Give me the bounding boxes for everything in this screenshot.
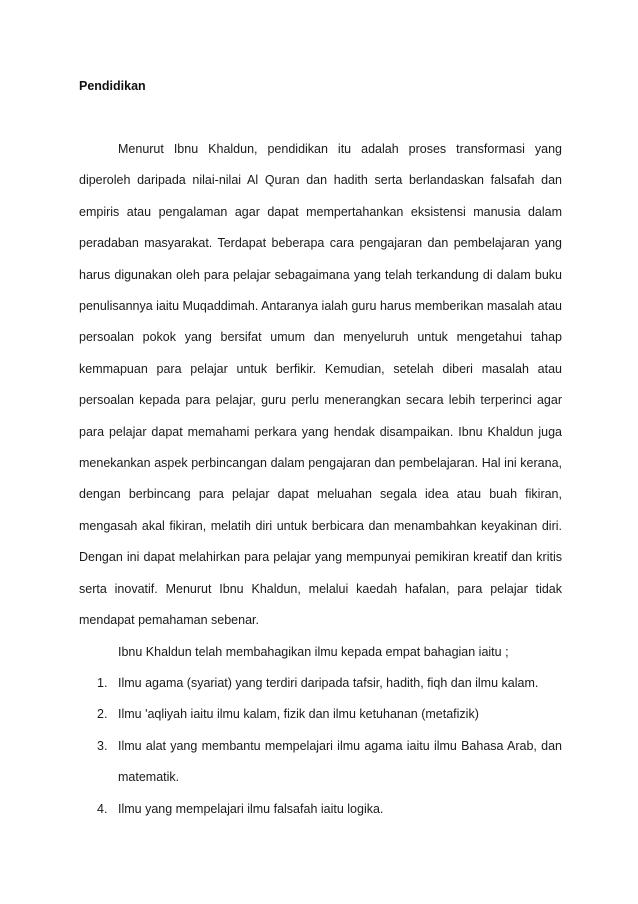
document-body	[79, 134, 562, 825]
list-item-text: Ilmu alat yang membantu mempelajari ilmu agama iaitu ilmu Bahasa Arab, dan matematik.	[118, 738, 562, 785]
list-item	[79, 668, 562, 699]
list-item	[79, 731, 562, 794]
list-item-number: 3.	[97, 738, 108, 753]
list-item	[79, 699, 562, 730]
list-item	[79, 794, 562, 825]
paragraph-2: Ibnu Khaldun telah membahagikan ilmu kepada empat bahagian iaitu ;	[118, 644, 509, 659]
paragraph-1: Menurut Ibnu Khaldun, pendidikan itu adalah proses transformasi yang diperoleh daripada nilai-nilai Al Quran dan hadith serta berlandaskan falsafah dan empiris atau pengalaman agar dapat mempertahankan eksistensi manusia dalam peradaban masyarakat. Terdapat beberapa cara pengajaran dan pembelajaran yang harus digunakan oleh para pelajar sebagaimana yang telah terkandung di dalam buku penulisannya iaitu Muqaddimah. Antaranya ialah guru harus memberikan masalah atau persoalan pokok yang bersifat umum dan menyeluruh untuk mengetahui tahap kemmapuan para pelajar untuk berfikir. Kemudian, setelah diberi masalah atau persoalan kepada para pelajar, guru perlu menerangkan secara lebih terperinci agar para pelajar dapat memahami perkara yang hendak disampaikan. Ibnu Khaldun juga menekankan aspek perbincangan dalam pengajaran dan pembelajaran. Hal ini kerana, dengan berbincang para pelajar dapat meluahan segala idea atau buah fikiran, mengasah akal fikiran, melatih diri untuk berbicara dan menambahkan keyakinan diri. Dengan ini dapat melahirkan para pelajar yang mempunyai pemikiran kreatif dan kritis serta inovatif. Menurut Ibnu Khaldun, melalui kaedah hafalan, para pelajar tidak mendapat pemahaman sebenar.	[79, 142, 562, 628]
list-item-number: 4.	[97, 801, 108, 816]
document-heading: Pendidikan	[79, 79, 146, 93]
list-item-text: Ilmu agama (syariat) yang terdiri daripada tafsir, hadith, fiqh dan ilmu kalam.	[118, 675, 539, 690]
list-item-number: 1.	[97, 675, 108, 690]
ilmu-list	[79, 668, 562, 825]
list-item-text: Ilmu yang mempelajari ilmu falsafah iaitu logika.	[118, 801, 384, 816]
list-item-number: 2.	[97, 707, 108, 722]
list-item-text: Ilmu 'aqliyah iaitu ilmu kalam, fizik dan ilmu ketuhanan (metafizik)	[118, 707, 479, 722]
